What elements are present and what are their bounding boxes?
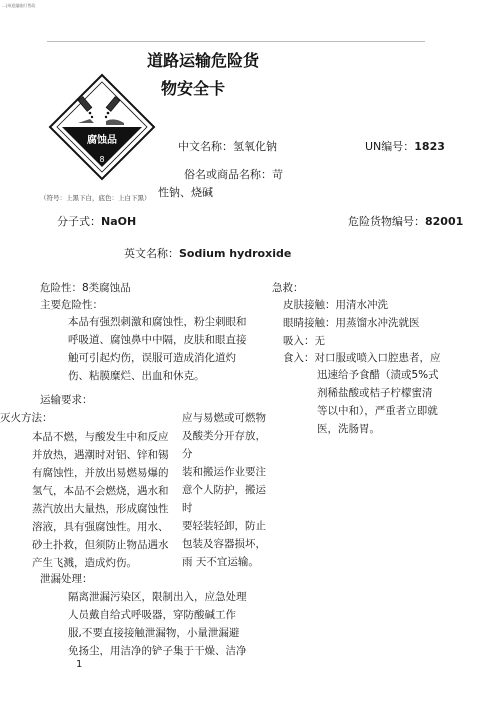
alias-label: 俗名或商品名称： — [184, 168, 272, 181]
ingest-line: 医，洗肠胃。 — [317, 423, 380, 435]
dg-number-row — [348, 213, 463, 229]
transport-heading: 运输要求： — [40, 394, 93, 406]
transport-line: 雨 天不宜运输。 — [182, 556, 259, 568]
header-rule — [47, 41, 425, 42]
spill-line: 隔离泄漏污染区，限制出入，应急处理 — [68, 591, 247, 603]
corrosive-hazard-sign — [48, 73, 156, 181]
first-aid-skin: 皮肤接触：用清水冲洗 — [283, 299, 388, 311]
transport-line: 及酸类分开存放， — [182, 430, 266, 442]
main-hazards-line: 触可引起灼伤，误服可造成消化道灼 — [68, 352, 236, 364]
formula-value: NaOH — [101, 215, 137, 228]
dg-number-value: 82001 — [425, 215, 464, 228]
chinese-name-row — [178, 138, 277, 154]
fire-line: 氢气，本品不会燃烧，遇水和 — [32, 485, 169, 497]
page-number: 1 — [76, 659, 83, 670]
fire-line: 并放热，遇潮时对铝、锌和锡 — [32, 449, 169, 461]
first-aid-inhale: 吸入：无 — [283, 335, 325, 347]
main-hazards-text — [68, 313, 247, 385]
page-title-line1: 道路运输危险货 — [147, 51, 260, 70]
spill-line: 免扬尘，用洁净的铲子集于干燥、洁净 — [68, 645, 247, 657]
formula-row — [57, 213, 136, 229]
spill-handling-text — [68, 588, 247, 660]
hazard-class-number: 8 — [99, 155, 105, 164]
formula-label: 分子式： — [57, 215, 101, 228]
transport-line: 包装及容器损坏， — [182, 538, 266, 550]
chinese-name-value: 氢氧化钠 — [233, 140, 277, 153]
main-hazards-line: 本品有强烈刺激和腐蚀性，粉尘刺眼和 — [68, 316, 247, 328]
english-name-label: 英文名称： — [124, 247, 179, 260]
first-aid-ingest: 食入：对口服或喷入口腔患者，应 — [283, 352, 441, 364]
hazard-sign-label: 腐蚀品 — [87, 135, 117, 146]
transport-requirements-text — [182, 409, 266, 571]
first-aid-heading: 急救： — [272, 282, 304, 294]
transport-line: 时 — [182, 502, 193, 514]
corrosive-icon — [48, 73, 156, 181]
ingest-line: 剂稀盐酸或桔子柠檬蜜清 — [317, 387, 433, 399]
header-small-text: …|州迎编能叮售政 — [2, 3, 36, 8]
english-name-value: Sodium hydroxide — [179, 247, 292, 260]
un-number-value: 1823 — [414, 140, 445, 153]
hazard-class: 危险性：8类腐蚀品 — [40, 282, 131, 294]
un-label: UN编号： — [365, 140, 415, 153]
dg-label: 危险货物编号： — [348, 215, 425, 228]
main-hazards-line: 伤、粘膜糜烂、出血和休克。 — [68, 370, 205, 382]
transport-line: 要轻装轻卸，防止 — [182, 520, 266, 532]
chinese-name-label: 中文名称： — [178, 140, 233, 153]
english-name-row — [124, 245, 291, 261]
main-hazards-line: 呼吸道、腐蚀鼻中中隔，皮肤和眼直接 — [68, 334, 247, 346]
alias-row — [184, 166, 283, 182]
fire-line: 砂土扑救，但须防止物品遇水 — [32, 539, 169, 551]
fire-line: 蒸汽放出大量热，形成腐蚀性 — [32, 503, 169, 515]
transport-line: 装和搬运作业要注 — [182, 466, 266, 478]
fire-line: 本品不燃，与酸发生中和反应 — [32, 431, 169, 443]
main-hazards-heading: 主要危险性： — [40, 299, 103, 311]
spill-line: 人员戴自给式呼吸器，穿防酸碱工作 — [68, 609, 236, 621]
fire-method-text — [32, 428, 169, 572]
page-title-line2: 物安全卡 — [161, 79, 226, 98]
fire-line: 有腐蚀性，并放出易燃易爆的 — [32, 467, 169, 479]
transport-line: 应与易燃或可燃物 — [182, 412, 266, 424]
alias-value-line1: 苛 — [272, 168, 283, 181]
hazard-sign-caption: （符号：上黑下白，底色：上白下黑） — [40, 194, 151, 202]
fire-line: 产生飞溅，造成灼伤。 — [32, 557, 137, 569]
first-aid-eye: 眼睛接触：用蒸馏水冲洗就医 — [283, 317, 420, 329]
fire-heading: 灭火方法： — [0, 412, 53, 424]
ingest-line: 等以中和），严重者立即就 — [317, 405, 438, 417]
alias-value-line2: 性钠、烧碱 — [158, 186, 213, 199]
fire-line: 溶液，具有强腐蚀性。用水、 — [32, 521, 169, 533]
un-number-row — [365, 138, 445, 154]
ingest-line: 迅速给予食醋（渍或5%式 — [317, 369, 439, 381]
transport-line: 意个人防护，搬运 — [182, 484, 266, 496]
spill-heading: 泄漏处理： — [40, 573, 93, 585]
transport-line: 分 — [182, 448, 193, 460]
spill-line: 服,不要直接接触泄漏物，小量泄漏避 — [68, 627, 240, 639]
first-aid-ingest-text — [317, 366, 439, 438]
